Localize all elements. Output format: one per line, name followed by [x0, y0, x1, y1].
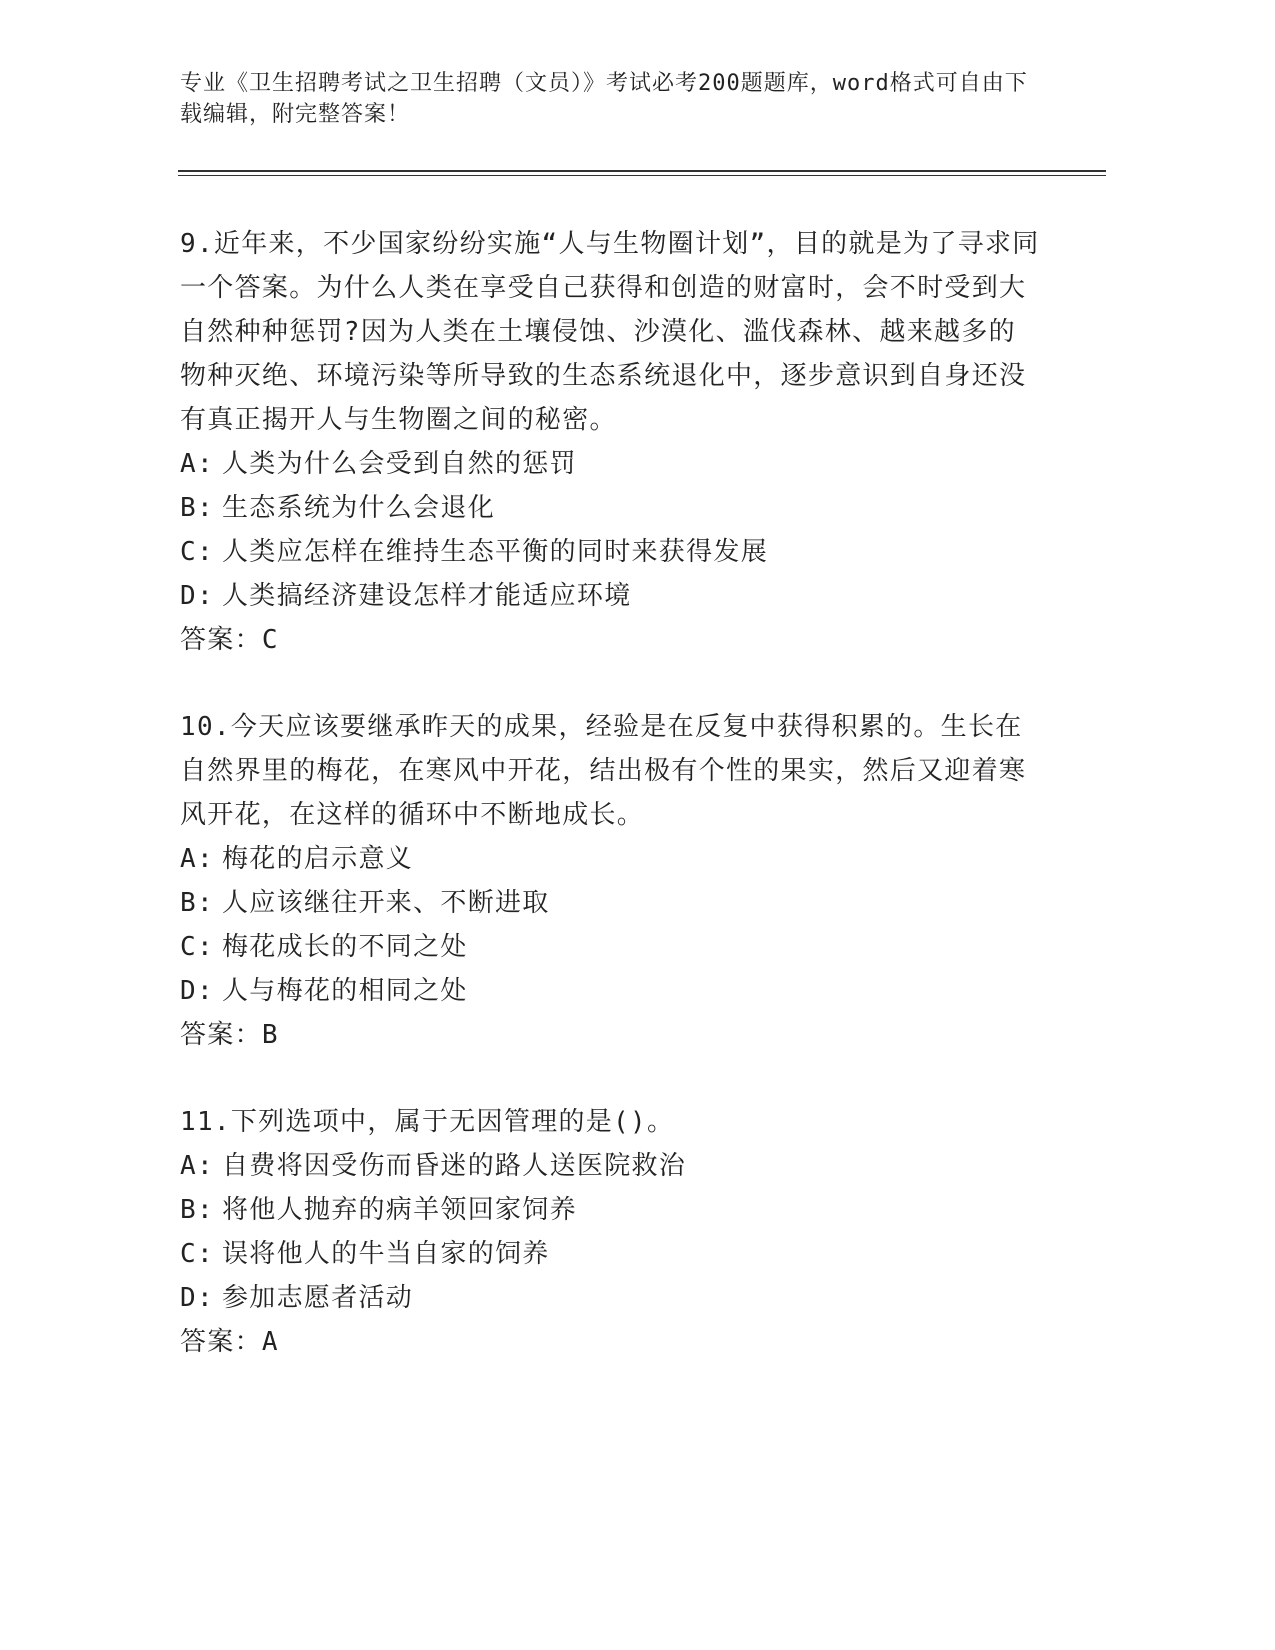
option-text: 将他人抛弃的病羊领回家饲养: [222, 1195, 577, 1225]
option-text: 人类搞经济建设怎样才能适应环境: [222, 581, 632, 611]
option-text: 人应该继往开来、不断进取: [222, 888, 550, 918]
option-c: [180, 530, 1040, 574]
question-9: [180, 222, 1040, 662]
option-letter: C:: [180, 537, 214, 567]
option-d: [180, 1276, 1040, 1320]
option-letter: D:: [180, 581, 214, 611]
option-letter: D:: [180, 976, 214, 1006]
option-letter: B:: [180, 1195, 214, 1225]
option-letter: A:: [180, 844, 214, 874]
header-divider-thin: [178, 175, 1106, 176]
option-a: [180, 442, 1040, 486]
option-text: 参加志愿者活动: [222, 1283, 414, 1313]
option-letter: C:: [180, 932, 214, 962]
option-d: [180, 969, 1040, 1013]
option-b: [180, 486, 1040, 530]
option-a: [180, 1144, 1040, 1188]
option-b: [180, 1188, 1040, 1232]
option-b: [180, 881, 1040, 925]
question-11: [180, 1100, 1040, 1364]
option-letter: A:: [180, 449, 214, 479]
option-text: 梅花成长的不同之处: [222, 932, 468, 962]
option-c: [180, 1232, 1040, 1276]
answer-line: 答案：C: [180, 625, 279, 655]
document-header: 专业《卫生招聘考试之卫生招聘（文员）》考试必考200题题库，word格式可自由下载编辑，附完整答案！: [180, 71, 1028, 127]
option-a: [180, 837, 1040, 881]
option-text: 自费将因受伤而昏迷的路人送医院救治: [222, 1151, 687, 1181]
option-letter: A:: [180, 1151, 214, 1181]
option-text: 误将他人的牛当自家的饲养: [222, 1239, 550, 1269]
option-text: 生态系统为什么会退化: [222, 493, 496, 523]
option-text: 人与梅花的相同之处: [222, 976, 468, 1006]
answer-line: 答案：A: [180, 1327, 279, 1357]
option-letter: B:: [180, 493, 214, 523]
question-stem: 9.近年来，不少国家纷纷实施“人与生物圈计划”，目的就是为了寻求同一个答案。为什么人类在享受自己获得和创造的财富时，会不时受到大自然种种惩罚?因为人类在土壤侵蚀、沙漠化、滥伐森林、越来越多的物种灭绝、环境污染等所导致的生态系统退化中，逐步意识到自身还没有真正揭开人与生物圈之间的秘密。: [180, 229, 1040, 435]
option-text: 梅花的启示意义: [222, 844, 414, 874]
question-list: [180, 222, 1040, 1407]
question-stem: 10.今天应该要继承昨天的成果，经验是在反复中获得积累的。生长在自然界里的梅花，在寒风中开花，结出极有个性的果实，然后又迎着寒风开花，在这样的循环中不断地成长。: [180, 712, 1027, 830]
option-text: 人类应怎样在维持生态平衡的同时来获得发展: [222, 537, 769, 567]
option-c: [180, 925, 1040, 969]
question-stem: 11.下列选项中，属于无因管理的是()。: [180, 1107, 675, 1137]
option-letter: C:: [180, 1239, 214, 1269]
option-letter: B:: [180, 888, 214, 918]
question-10: [180, 705, 1040, 1057]
option-letter: D:: [180, 1283, 214, 1313]
option-text: 人类为什么会受到自然的惩罚: [222, 449, 577, 479]
header-divider-thick: [178, 170, 1106, 172]
option-d: [180, 574, 1040, 618]
answer-line: 答案：B: [180, 1020, 279, 1050]
